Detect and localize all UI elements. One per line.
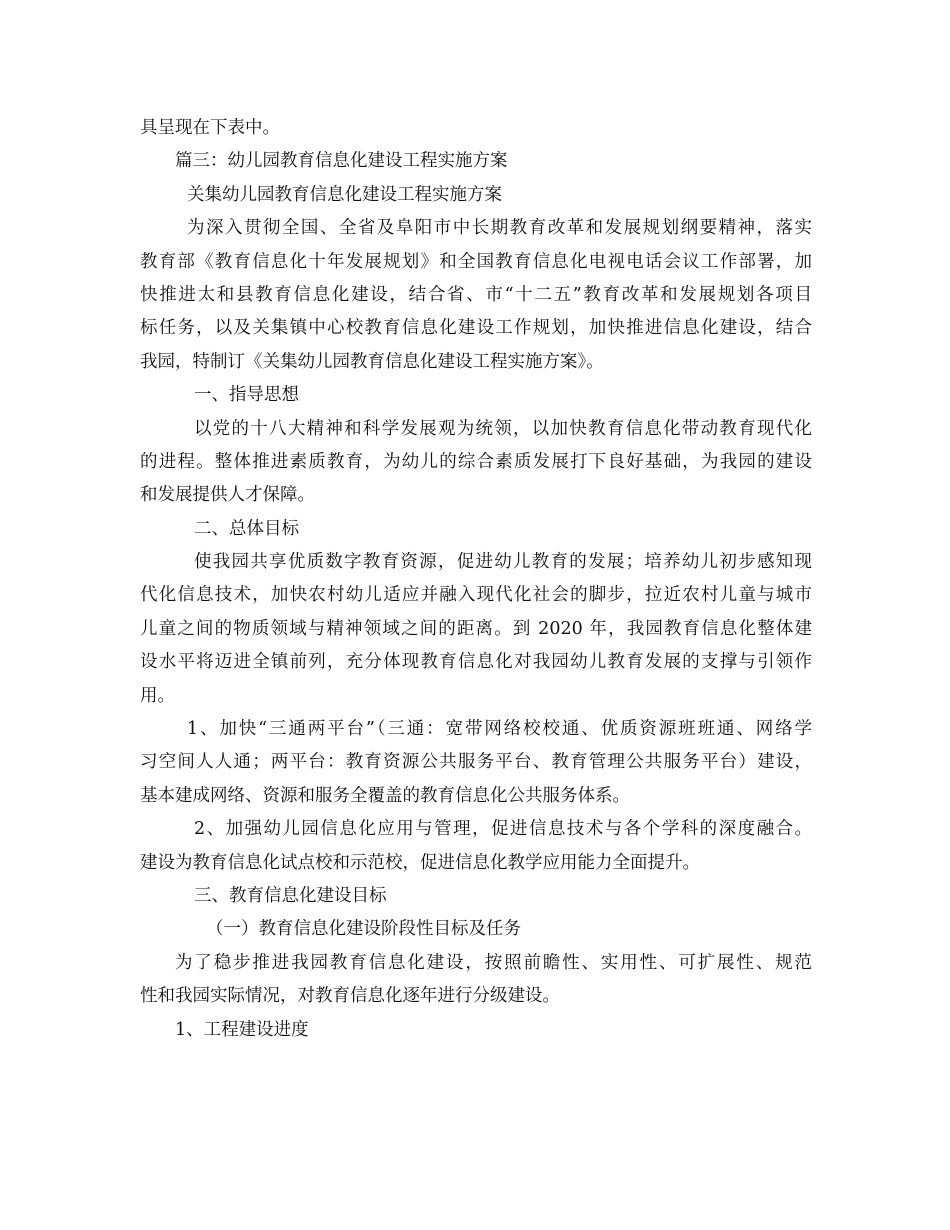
text-line: 标任务，以及关集镇中心校教育信息化建设工作规划，加快推进信息化建设，结合	[140, 318, 812, 339]
section-heading: 二、总体目标	[194, 518, 299, 539]
section-heading: 一、指导思想	[194, 385, 299, 406]
text-line: 2、加强幼儿园信息化应用与管理，促进信息技术与各个学科的深度融合。	[194, 819, 812, 840]
text-line: 用。	[140, 685, 175, 706]
text-line: 我园，特制订《关集幼儿园教育信息化建设工程实施方案》。	[140, 351, 604, 372]
text-line: 教育部《教育信息化十年发展规划》和全国教育信息化电视电话会议工作部署，加	[140, 251, 812, 272]
subsection-heading: （一）教育信息化建设阶段性目标及任务	[206, 919, 521, 940]
document-body	[140, 112, 812, 1047]
text-line: 和发展提供人才保障。	[140, 485, 315, 506]
text-line: 具呈现在下表中。	[140, 118, 280, 138]
text-line: 性和我园实际情况，对教育信息化逐年进行分级建设。	[140, 986, 560, 1007]
text-line: 的进程。整体推进素质教育，为幼儿的综合素质发展打下良好基础，为我园的建设	[140, 451, 812, 472]
text-line: 建设为教育信息化试点校和示范校，促进信息化教学应用能力全面提升。	[140, 852, 700, 873]
text-line: 习空间人人通；两平台：教育资源公共服务平台、教育管理公共服务平台）建设，	[140, 752, 812, 773]
text-line: 使我园共享优质数字教育资源，促进幼儿教育的发展；培养幼儿初步感知现	[194, 552, 812, 573]
text-line: 为深入贯彻全国、全省及阜阳市中长期教育改革和发展规划纲要精神，落实	[187, 218, 812, 239]
text-line: 1、加快“三通两平台”（三通：宽带网络校校通、优质资源班班通、网络学	[187, 719, 812, 740]
text-line: 儿童之间的物质领域与精神领域之间的距离。到 2020 年，我园教育信息化整体建	[140, 618, 812, 639]
text-line: 为了稳步推进我园教育信息化建设，按照前瞻性、实用性、可扩展性、规范	[175, 952, 812, 973]
text-line: 以党的十八大精神和科学发展观为统领，以加快教育信息化带动教育现代化	[194, 418, 812, 439]
section-heading: 篇三：幼儿园教育信息化建设工程实施方案	[175, 151, 508, 172]
subsection-heading: 1、工程建设进度	[175, 1019, 309, 1040]
document-title: 关集幼儿园教育信息化建设工程实施方案	[187, 184, 502, 205]
text-line: 设水平将迈进全镇前列，充分体现教育信息化对我园幼儿教育发展的支撑与引领作	[140, 652, 812, 673]
text-line: 快推进太和县教育信息化建设，结合省、市“十二五”教育改革和发展规划各项目	[140, 284, 812, 305]
text-line: 基本建成网络、资源和服务全覆盖的教育信息化公共服务体系。	[140, 785, 630, 806]
text-line: 代化信息技术，加快农村幼儿适应并融入现代化社会的脚步，拉近农村儿童与城市	[140, 585, 812, 606]
section-heading: 三、教育信息化建设目标	[194, 885, 387, 906]
